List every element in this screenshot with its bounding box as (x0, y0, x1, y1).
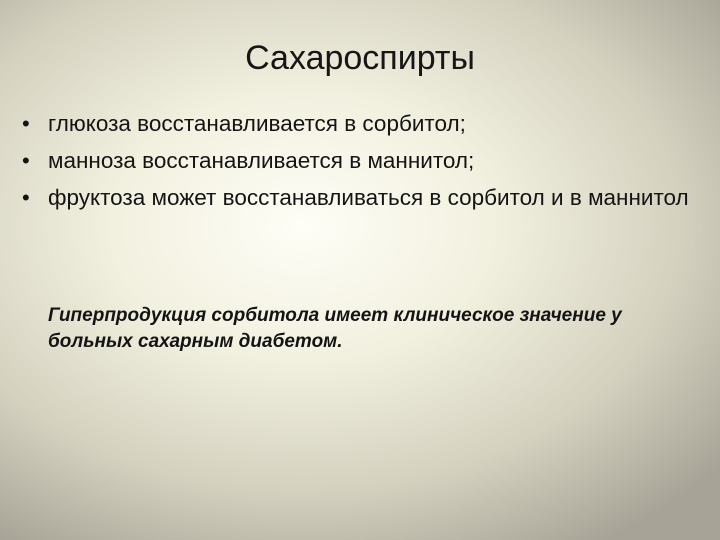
slide-title: Сахароспирты (245, 39, 475, 77)
bullet-text: фруктоза может восстанавливаться в сорбитол и в маннитол (48, 185, 689, 210)
bullet-text: манноза восстанавливается в маннитол; (48, 148, 475, 173)
bullet-dot-icon: • (22, 111, 30, 136)
bullet-list (22, 110, 702, 221)
bullet-dot-icon: • (22, 148, 30, 173)
bullet-item-mannose (22, 147, 702, 175)
clinical-note: Гиперпродукция сорбитола имеет клиническое значение у больных сахарным диабетом. (48, 305, 622, 352)
bullet-dot-icon: • (22, 185, 30, 210)
bullet-item-glucose (22, 110, 702, 138)
bullet-text: глюкоза восстанавливается в сорбитол; (48, 111, 466, 136)
bullet-item-fructose (22, 184, 702, 212)
